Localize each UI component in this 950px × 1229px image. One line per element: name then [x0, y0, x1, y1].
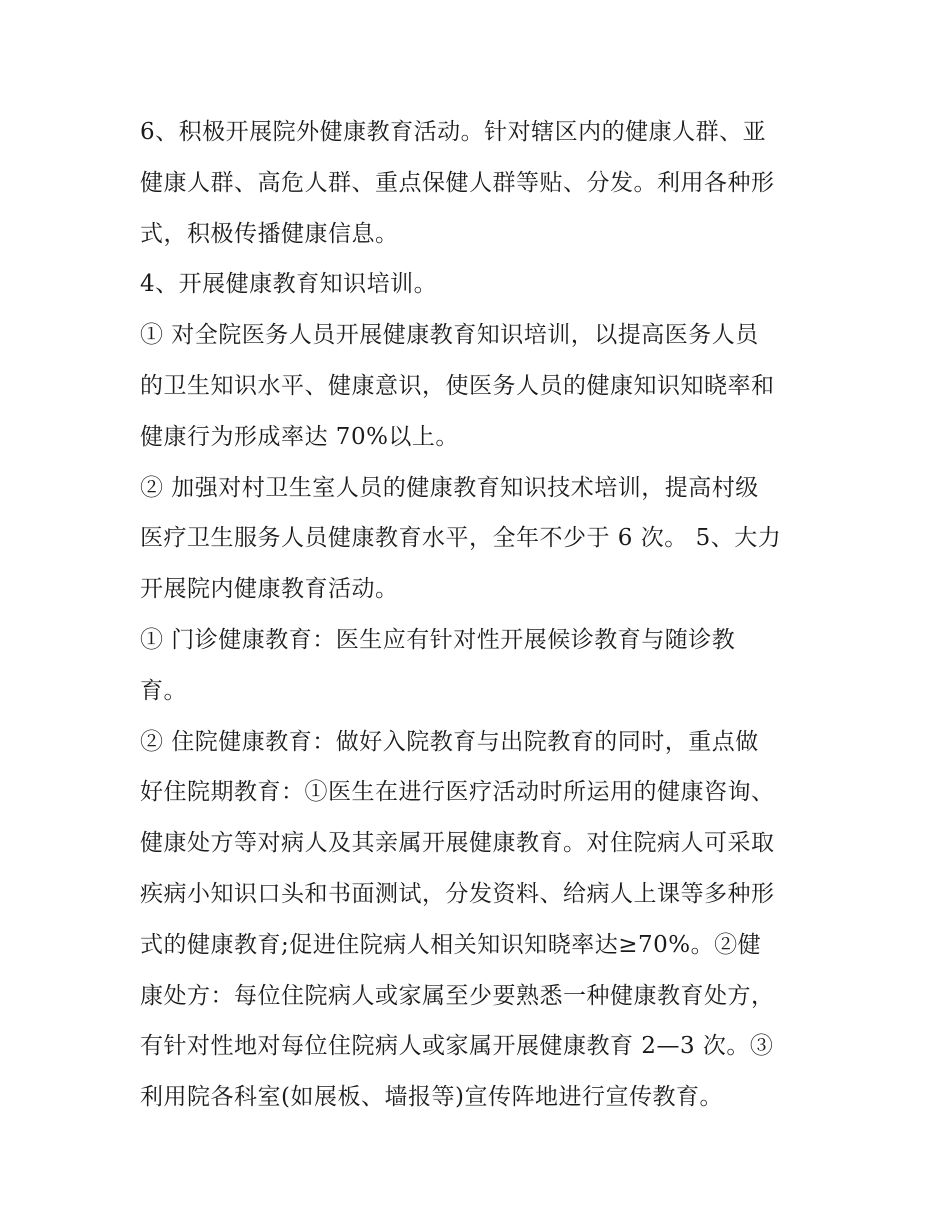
text-line: 好住院期教育：①医生在进行医疗活动时所运用的健康咨询、	[140, 779, 775, 806]
text-line: 有针对性地对每位住院病人或家属开展健康教育 2—3 次。③	[140, 1033, 774, 1060]
text-line: 健康处方等对病人及其亲属开展健康教育。对住院病人可采取	[140, 830, 775, 857]
text-line: ② 住院健康教育：做好入院教育与出院教育的同时，重点做	[140, 728, 759, 755]
text-line: 健康行为形成率达 70%以上。	[140, 423, 459, 450]
text-line: 疾病小知识口头和书面测试，分发资料、给病人上课等多种形	[140, 880, 775, 907]
text-line: 式，积极传播健康信息。	[140, 220, 399, 247]
text-line: 医疗卫生服务人员健康教育水平，全年不少于 6 次。 5、大力	[140, 525, 782, 552]
text-line: 康处方：每位住院病人或家属至少要熟悉一种健康教育处方，	[140, 982, 775, 1009]
text-line: ① 对全院医务人员开展健康教育知识培训，以提高医务人员	[140, 322, 759, 349]
text-line: 开展院内健康教育活动。	[140, 576, 399, 603]
text-line: 式的健康教育;促进住院病人相关知识知晓率达≥70%。②健	[140, 931, 762, 958]
text-line: ② 加强对村卫生室人员的健康教育知识技术培训，提高村级	[140, 474, 759, 501]
document-body	[140, 107, 820, 1123]
text-line: 育。	[140, 677, 187, 704]
text-line: 6、积极开展院外健康教育活动。针对辖区内的健康人群、亚	[140, 119, 767, 145]
text-line: 4、开展健康教育知识培训。	[140, 271, 438, 298]
text-line: 的卫生知识水平、健康意识，使医务人员的健康知识知晓率和	[140, 372, 775, 399]
text-line: ① 门诊健康教育：医生应有针对性开展候诊教育与随诊教	[140, 626, 736, 653]
text-line: 健康人群、高危人群、重点保健人群等贴、分发。利用各种形	[140, 169, 775, 196]
text-line: 利用院各科室(如展板、墙报等)宣传阵地进行宣传教育。	[140, 1084, 723, 1111]
